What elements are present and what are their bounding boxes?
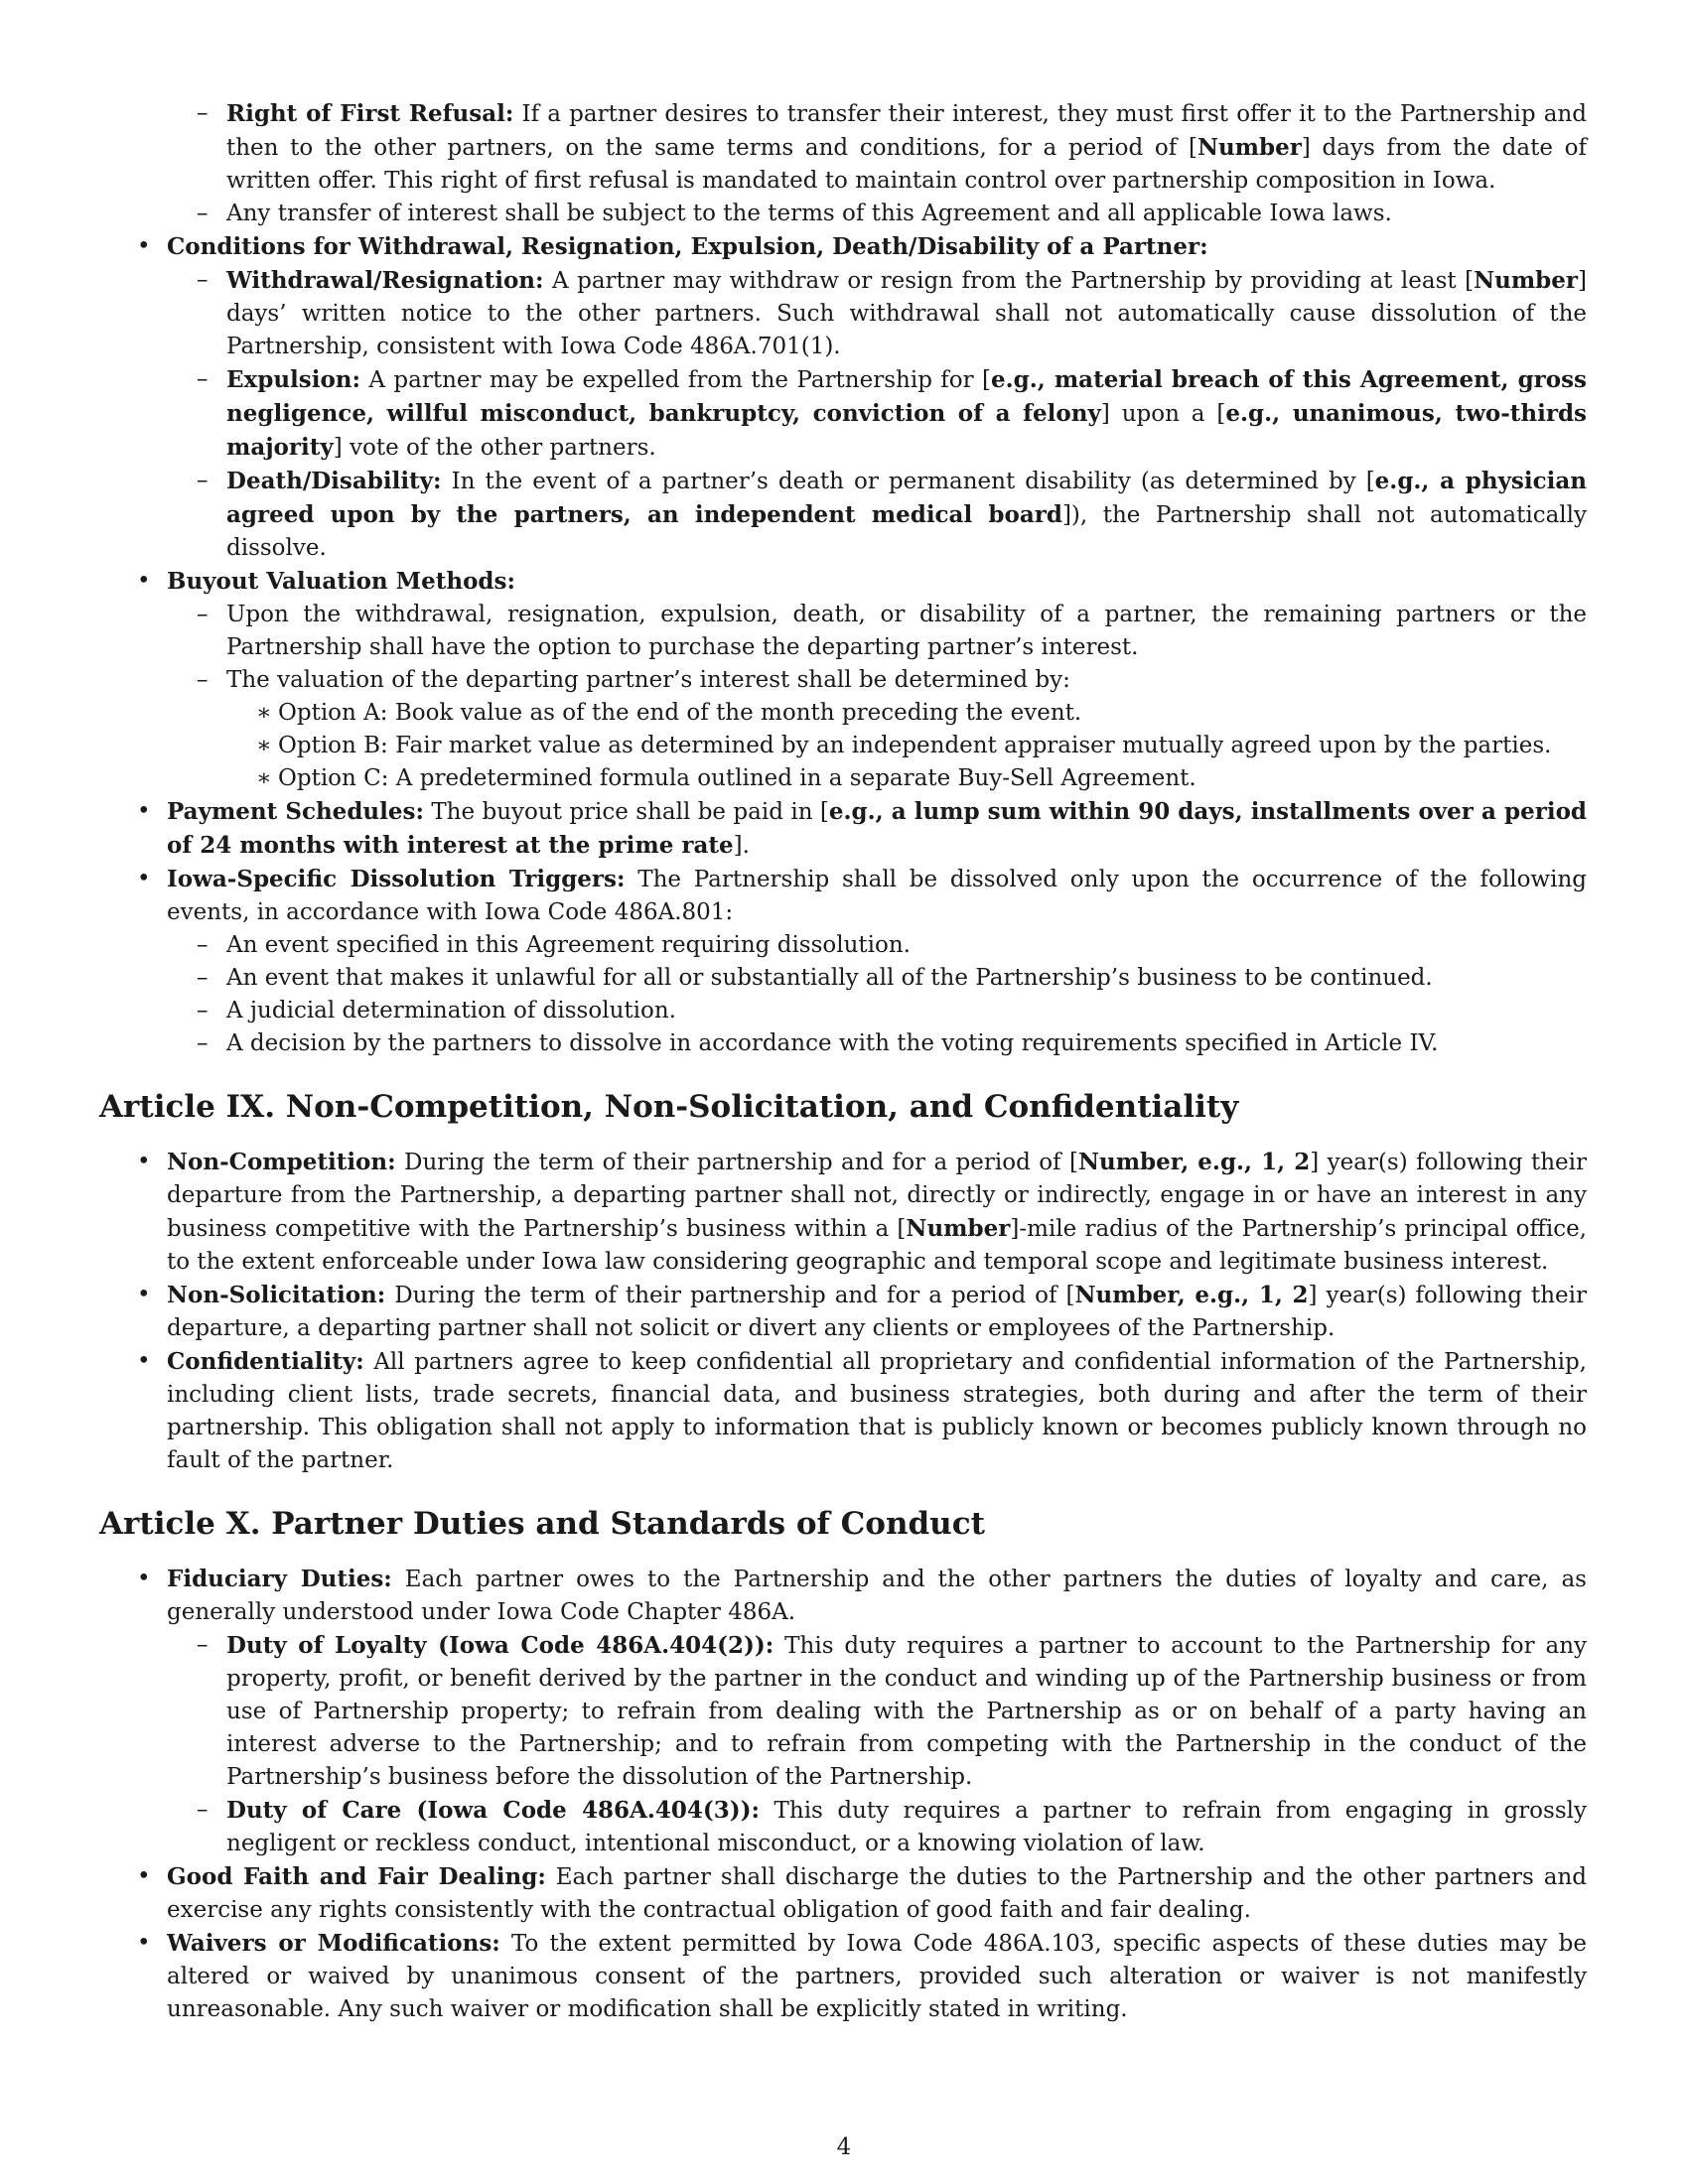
list-item: • Fiduciary Duties: Each partner owes to the Partnership and the other partners the duties of loyalty and care, as generally understood under Iowa Code Chapter 486A. – Duty of Loyalty (Iowa Code 486A.404(2)): This duty requires a partner to account to the Partnership for any property, profit, or benefit derived by the partner in the conduct and winding up of the Partnership business or from use of Partnership property; to refrain from dealing with the Partnership as or on behalf of a party having an interest adverse to the Partnership; and to refrain from competing with the Partnership in the conduct of the Partnership’s business before the dissolution of the Partnership. – Duty of Care (Iowa Code 486A.404(3)): This duty requires a partner to refrain from engaging in grossly negligent or reckless conduct, intentional misconduct, or a knowing violation of law. xyxy=(99,1563,1587,1860)
option-item: ∗ Option A: Book value as of the end of the month preceding the event. xyxy=(226,697,1587,730)
list-item: – A judicial determination of dissolution. xyxy=(167,995,1587,1027)
list-item: – An event specified in this Agreement requiring dissolution. xyxy=(167,929,1587,962)
article-x-list xyxy=(99,1563,1587,2026)
dissolution-item: • Iowa-Specific Dissolution Triggers: The Partnership shall be dissolved only upon the occurrence of the following events, in accordance with Iowa Code 486A.801: – An event specified in this Agreement requiring dissolution. – An event that makes it unlawful for all or substantially all of the Partnership’s business to be continued. – A judicial determination of dissolution. – A decision by the partners to dissolve in accordance with the voting requirements specified in Article IV. xyxy=(99,863,1587,1060)
list-item: – Any transfer of interest shall be subject to the terms of this Agreement and all applicable Iowa laws. xyxy=(99,198,1587,230)
list-item: – Right of First Refusal: If a partner desires to transfer their interest, they must first offer it to the Partnership and then to the other partners, on the same terms and conditions, for a period of [Number] days from the date of written offer. This right of first refusal is mandated to maintain control over partnership composition in Iowa. xyxy=(99,97,1587,198)
article-ix-list xyxy=(99,1146,1587,1477)
list-item: • Non-Competition: During the term of their partnership and for a period of [Number, e.g., 1, 2] year(s) following their departure from the Partnership, a departing partner shall not, directly or indirectly, engage in or have an interest in any business competitive with the Partnership’s business within a [Number]-mile radius of the Partnership’s principal office, to the extent enforceable under Iowa law considering geographic and temporal scope and legitimate business interest. xyxy=(99,1146,1587,1279)
buyout-item: • Buyout Valuation Methods: – Upon the withdrawal, resignation, expulsion, death, or disability of a partner, the remaining partners or the Partnership shall have the option to purchase the departing partner’s interest. – The valuation of the departing partner’s interest shall be determined by: ∗ Option A: Book value as of the end of the month preceding the event. ∗ Option B: Fair market value as determined by an independent appraiser mutually agreed upon by the parties. ∗ Option C: A predetermined formula outlined in a separate Buy-Sell Agreement. xyxy=(99,565,1587,795)
list-item: – Withdrawal/Resignation: A partner may withdraw or resign from the Partnership by providing at least [Number] days’ written notice to the other partners. Such withdrawal shall not automatically cause dissolution of the Partnership, consistent with Iowa Code 486A.701(1). xyxy=(167,264,1587,363)
page-number: 4 xyxy=(836,2134,852,2160)
list-item: – A decision by the partners to dissolve in accordance with the voting requirements specified in Article IV. xyxy=(167,1027,1587,1060)
list-item: – Expulsion: A partner may be expelled from the Partnership for [e.g., material breach of this Agreement, gross negligence, willful misconduct, bankruptcy, conviction of a felony] upon a [e.g., unanimous, two-thirds majority] vote of the other partners. xyxy=(167,363,1587,465)
list-item: – The valuation of the departing partner’s interest shall be determined by: ∗ Option A: Book value as of the end of the month preceding the event. ∗ Option B: Fair market value as determined by an independent appraiser mutually agreed upon by the parties. ∗ Option C: A predetermined formula outlined in a separate Buy-Sell Agreement. xyxy=(167,664,1587,795)
transfer-sublist xyxy=(99,97,1587,230)
list-item: • Waivers or Modifications: To the extent permitted by Iowa Code 486A.103, specific aspects of these duties may be altered or waived by unanimous consent of the partners, provided such alteration or waiver is not manifestly unreasonable. Any such waiver or modification shall be explicitly stated in writing. xyxy=(99,1927,1587,2026)
list-item: • Confidentiality: All partners agree to keep confidential all proprietary and confidential information of the Partnership, including client lists, trade secrets, financial data, and business strategies, both during and after the term of their partnership. This obligation shall not apply to information that is publicly known or becomes publicly known through no fault of the partner. xyxy=(99,1345,1587,1477)
option-item: ∗ Option B: Fair market value as determined by an independent appraiser mutually agreed upon by the parties. xyxy=(226,730,1587,762)
list-item: – Death/Disability: In the event of a partner’s death or permanent disability (as determined by [e.g., a physician agreed upon by the partners, an independent medical board]), the Partnership shall not automatically dissolve. xyxy=(167,465,1587,565)
payment-item: • Payment Schedules: The buyout price shall be paid in [e.g., a lump sum within 90 days, installments over a period of 24 months with interest at the prime rate]. xyxy=(99,795,1587,863)
list-item: – Duty of Care (Iowa Code 486A.404(3)): This duty requires a partner to refrain from engaging in grossly negligent or reckless conduct, intentional misconduct, or a knowing violation of law. xyxy=(167,1794,1587,1860)
article-ix-heading: Article IX. Non-Competition, Non-Solicitation, and Confidentiality xyxy=(99,1089,1239,1125)
article-x-heading: Article X. Partner Duties and Standards of Conduct xyxy=(99,1506,985,1542)
list-item: – Upon the withdrawal, resignation, expulsion, death, or disability of a partner, the remaining partners or the Partnership shall have the option to purchase the departing partner’s interest. xyxy=(167,599,1587,664)
list-item: • Non-Solicitation: During the term of their partnership and for a period of [Number, e.g., 1, 2] year(s) following their departure, a departing partner shall not solicit or divert any clients or employees of the Partnership. xyxy=(99,1279,1587,1345)
main-list xyxy=(99,230,1587,1060)
list-item: – Duty of Loyalty (Iowa Code 486A.404(2)): This duty requires a partner to account to the Partnership for any property, profit, or benefit derived by the partner in the conduct and winding up of the Partnership business or from use of Partnership property; to refrain from dealing with the Partnership as or on behalf of a party having an interest adverse to the Partnership; and to refrain from competing with the Partnership in the conduct of the Partnership’s business before the dissolution of the Partnership. xyxy=(167,1629,1587,1794)
list-item: • Good Faith and Fair Dealing: Each partner shall discharge the duties to the Partnership and the other partners and exercise any rights consistently with the contractual obligation of good faith and fair dealing. xyxy=(99,1860,1587,1927)
list-item: – An event that makes it unlawful for all or substantially all of the Partnership’s business to be continued. xyxy=(167,962,1587,995)
option-item: ∗ Option C: A predetermined formula outlined in a separate Buy-Sell Agreement. xyxy=(226,762,1587,795)
conditions-item: • Conditions for Withdrawal, Resignation, Expulsion, Death/Disability of a Partner: – Withdrawal/Resignation: A partner may withdraw or resign from the Partnership by providing at least [Number] days’ written notice to the other partners. Such withdrawal shall not automatically cause dissolution of the Partnership, consistent with Iowa Code 486A.701(1). – Expulsion: A partner may be expelled from the Partnership for [e.g., material breach of this Agreement, gross negligence, willful misconduct, bankruptcy, conviction of a felony] upon a [e.g., unanimous, two-thirds majority] vote of the other partners. – Death/Disability: In the event of a partner’s death or permanent disability (as determined by [e.g., a physician agreed upon by the partners, an independent medical board]), the Partnership shall not automatically dissolve. xyxy=(99,230,1587,565)
